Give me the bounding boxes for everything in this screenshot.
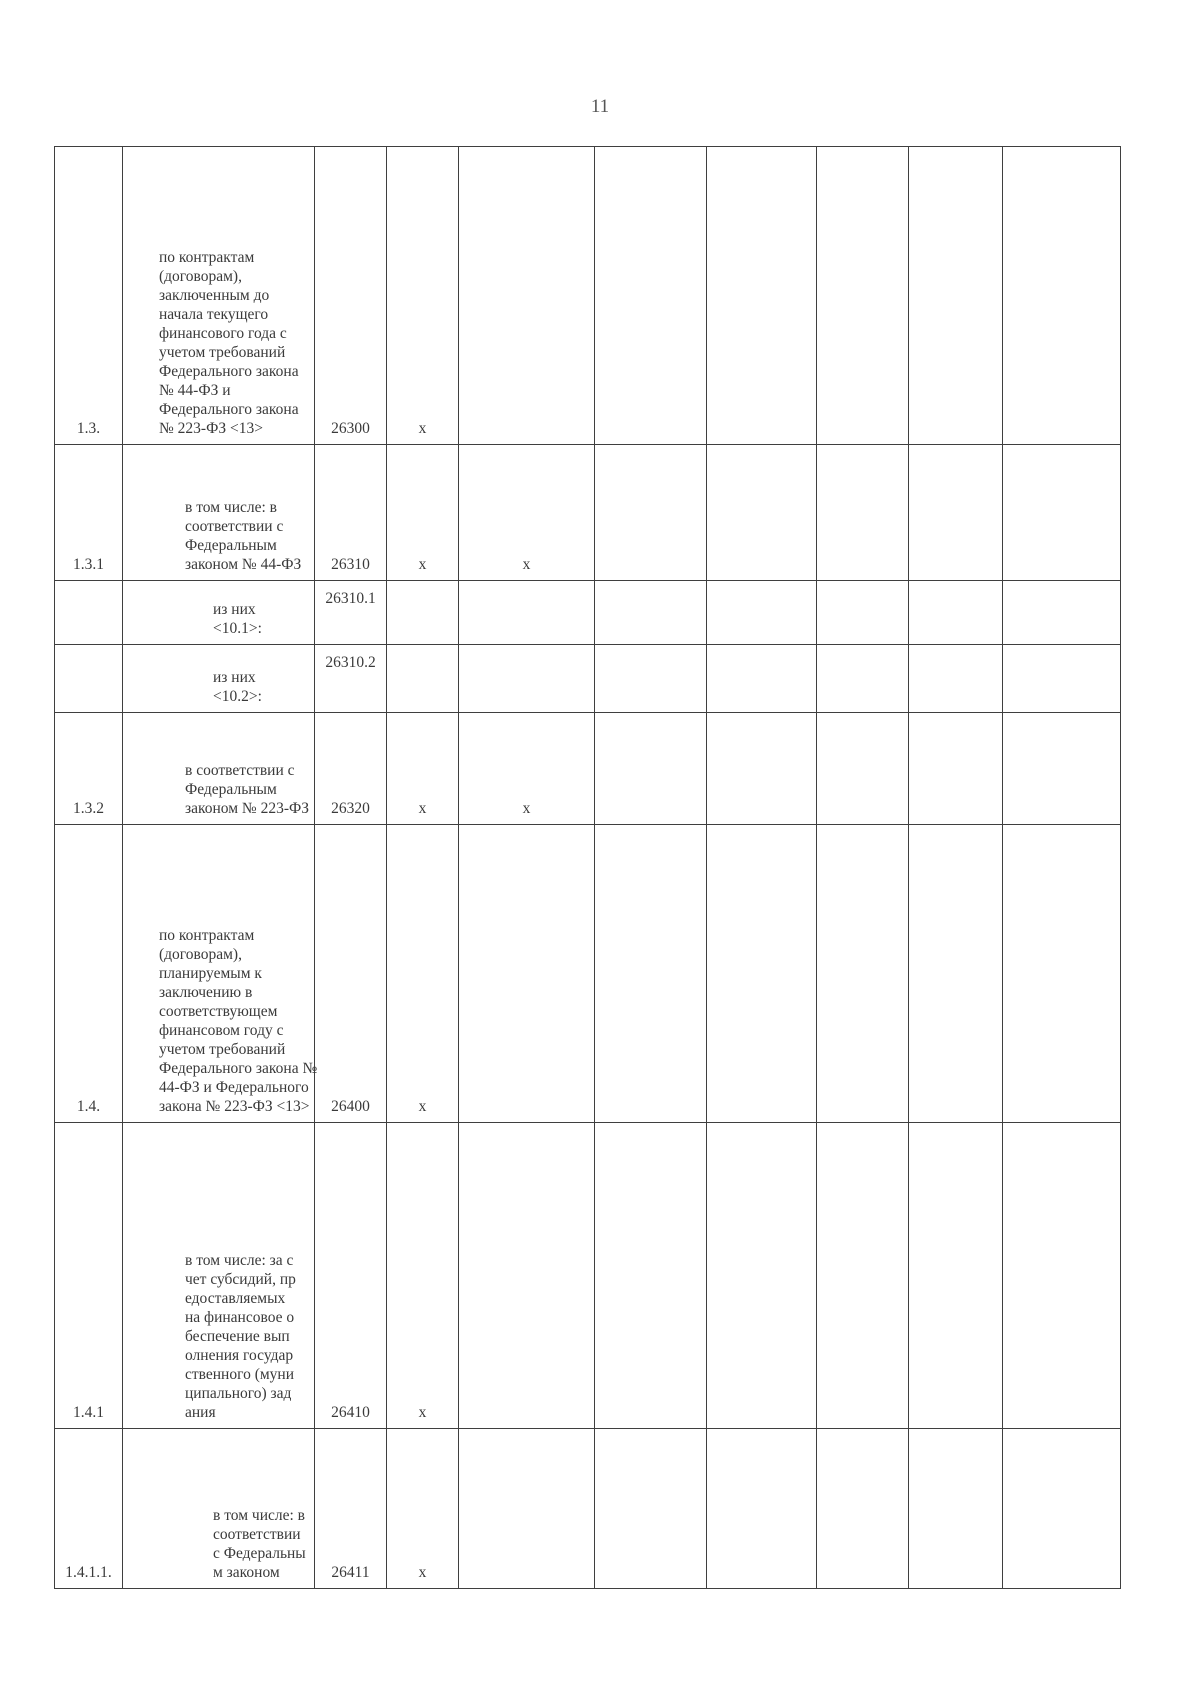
cell-empty xyxy=(707,1429,817,1589)
cell-col3: х xyxy=(387,1123,459,1429)
cell-empty xyxy=(595,147,707,445)
cell-empty xyxy=(817,581,909,645)
cell-empty xyxy=(595,825,707,1123)
cell-empty xyxy=(817,1429,909,1589)
table-row xyxy=(55,445,1121,581)
table-row xyxy=(55,645,1121,713)
cell-col3: х xyxy=(387,147,459,445)
cell-empty xyxy=(1003,713,1121,825)
row-number: 1.3. xyxy=(55,147,123,445)
row-code: 26320 xyxy=(315,713,387,825)
row-code: 26400 xyxy=(315,825,387,1123)
cell-col4 xyxy=(459,645,595,713)
cell-empty xyxy=(707,645,817,713)
cell-empty xyxy=(817,645,909,713)
cell-empty xyxy=(707,445,817,581)
cell-empty xyxy=(1003,645,1121,713)
cell-col3: х xyxy=(387,445,459,581)
cell-empty xyxy=(707,147,817,445)
row-code: 26410 xyxy=(315,1123,387,1429)
cell-col3: х xyxy=(387,825,459,1123)
cell-empty xyxy=(909,825,1003,1123)
cell-empty xyxy=(1003,581,1121,645)
cell-empty xyxy=(595,1123,707,1429)
row-code: 26310.1 xyxy=(315,581,387,645)
row-number: 1.4. xyxy=(55,825,123,1123)
cell-empty xyxy=(909,147,1003,445)
cell-empty xyxy=(595,645,707,713)
row-number xyxy=(55,581,123,645)
cell-empty xyxy=(1003,1429,1121,1589)
cell-col3 xyxy=(387,581,459,645)
cell-empty xyxy=(817,713,909,825)
table-row xyxy=(55,825,1121,1123)
cell-empty xyxy=(707,825,817,1123)
cell-empty xyxy=(707,1123,817,1429)
cell-col4: х xyxy=(459,445,595,581)
row-name: в том числе: в соответствии с Федеральным законом xyxy=(123,1429,315,1589)
row-code: 26310 xyxy=(315,445,387,581)
cell-empty xyxy=(595,445,707,581)
row-number: 1.3.2 xyxy=(55,713,123,825)
cell-empty xyxy=(595,713,707,825)
cell-empty xyxy=(707,713,817,825)
cell-empty xyxy=(817,1123,909,1429)
table-row xyxy=(55,147,1121,445)
cell-empty xyxy=(909,1429,1003,1589)
row-number: 1.4.1.1. xyxy=(55,1429,123,1589)
row-name: в соответствии с Федеральным законом № 223-ФЗ xyxy=(123,713,315,825)
row-code: 26310.2 xyxy=(315,645,387,713)
cell-empty xyxy=(817,147,909,445)
cell-empty xyxy=(707,581,817,645)
cell-empty xyxy=(909,1123,1003,1429)
row-name: в том числе: в соответствии с Федеральным законом № 44-ФЗ xyxy=(123,445,315,581)
cell-empty xyxy=(817,825,909,1123)
row-code: 26300 xyxy=(315,147,387,445)
report-table xyxy=(54,146,1121,1589)
cell-empty xyxy=(817,445,909,581)
cell-empty xyxy=(909,445,1003,581)
cell-col3: х xyxy=(387,1429,459,1589)
table-row xyxy=(55,581,1121,645)
cell-empty xyxy=(909,713,1003,825)
cell-col4 xyxy=(459,581,595,645)
row-code: 26411 xyxy=(315,1429,387,1589)
row-number xyxy=(55,645,123,713)
table-row xyxy=(55,1123,1121,1429)
cell-empty xyxy=(595,581,707,645)
cell-col3: х xyxy=(387,713,459,825)
cell-col4: х xyxy=(459,713,595,825)
row-name: в том числе: за счет субсидий, предоставляемых на финансовое обеспечение выполнения государственного (муниципального) задания xyxy=(123,1123,315,1429)
row-number: 1.3.1 xyxy=(55,445,123,581)
cell-col3 xyxy=(387,645,459,713)
row-number: 1.4.1 xyxy=(55,1123,123,1429)
cell-empty xyxy=(1003,147,1121,445)
cell-col4 xyxy=(459,147,595,445)
cell-col4 xyxy=(459,1123,595,1429)
row-name: из них <10.2>: xyxy=(123,645,315,713)
cell-empty xyxy=(1003,1123,1121,1429)
cell-empty xyxy=(909,645,1003,713)
cell-col4 xyxy=(459,1429,595,1589)
row-name: по контрактам (договорам), заключенным до начала текущего финансового года с учетом требований Федерального закона № 44-ФЗ и Федерального закона № 223-ФЗ <13> xyxy=(123,147,315,445)
table-row xyxy=(55,1429,1121,1589)
table-row xyxy=(55,713,1121,825)
cell-col4 xyxy=(459,825,595,1123)
row-name: по контрактам (договорам), планируемым к заключению в соответствующем финансовом году с учетом требований Федерального закона № 44-ФЗ и Федерального закона № 223-ФЗ <13> xyxy=(123,825,315,1123)
page-number: 11 xyxy=(590,96,610,117)
cell-empty xyxy=(595,1429,707,1589)
cell-empty xyxy=(909,581,1003,645)
cell-empty xyxy=(1003,445,1121,581)
cell-empty xyxy=(1003,825,1121,1123)
row-name: из них <10.1>: xyxy=(123,581,315,645)
